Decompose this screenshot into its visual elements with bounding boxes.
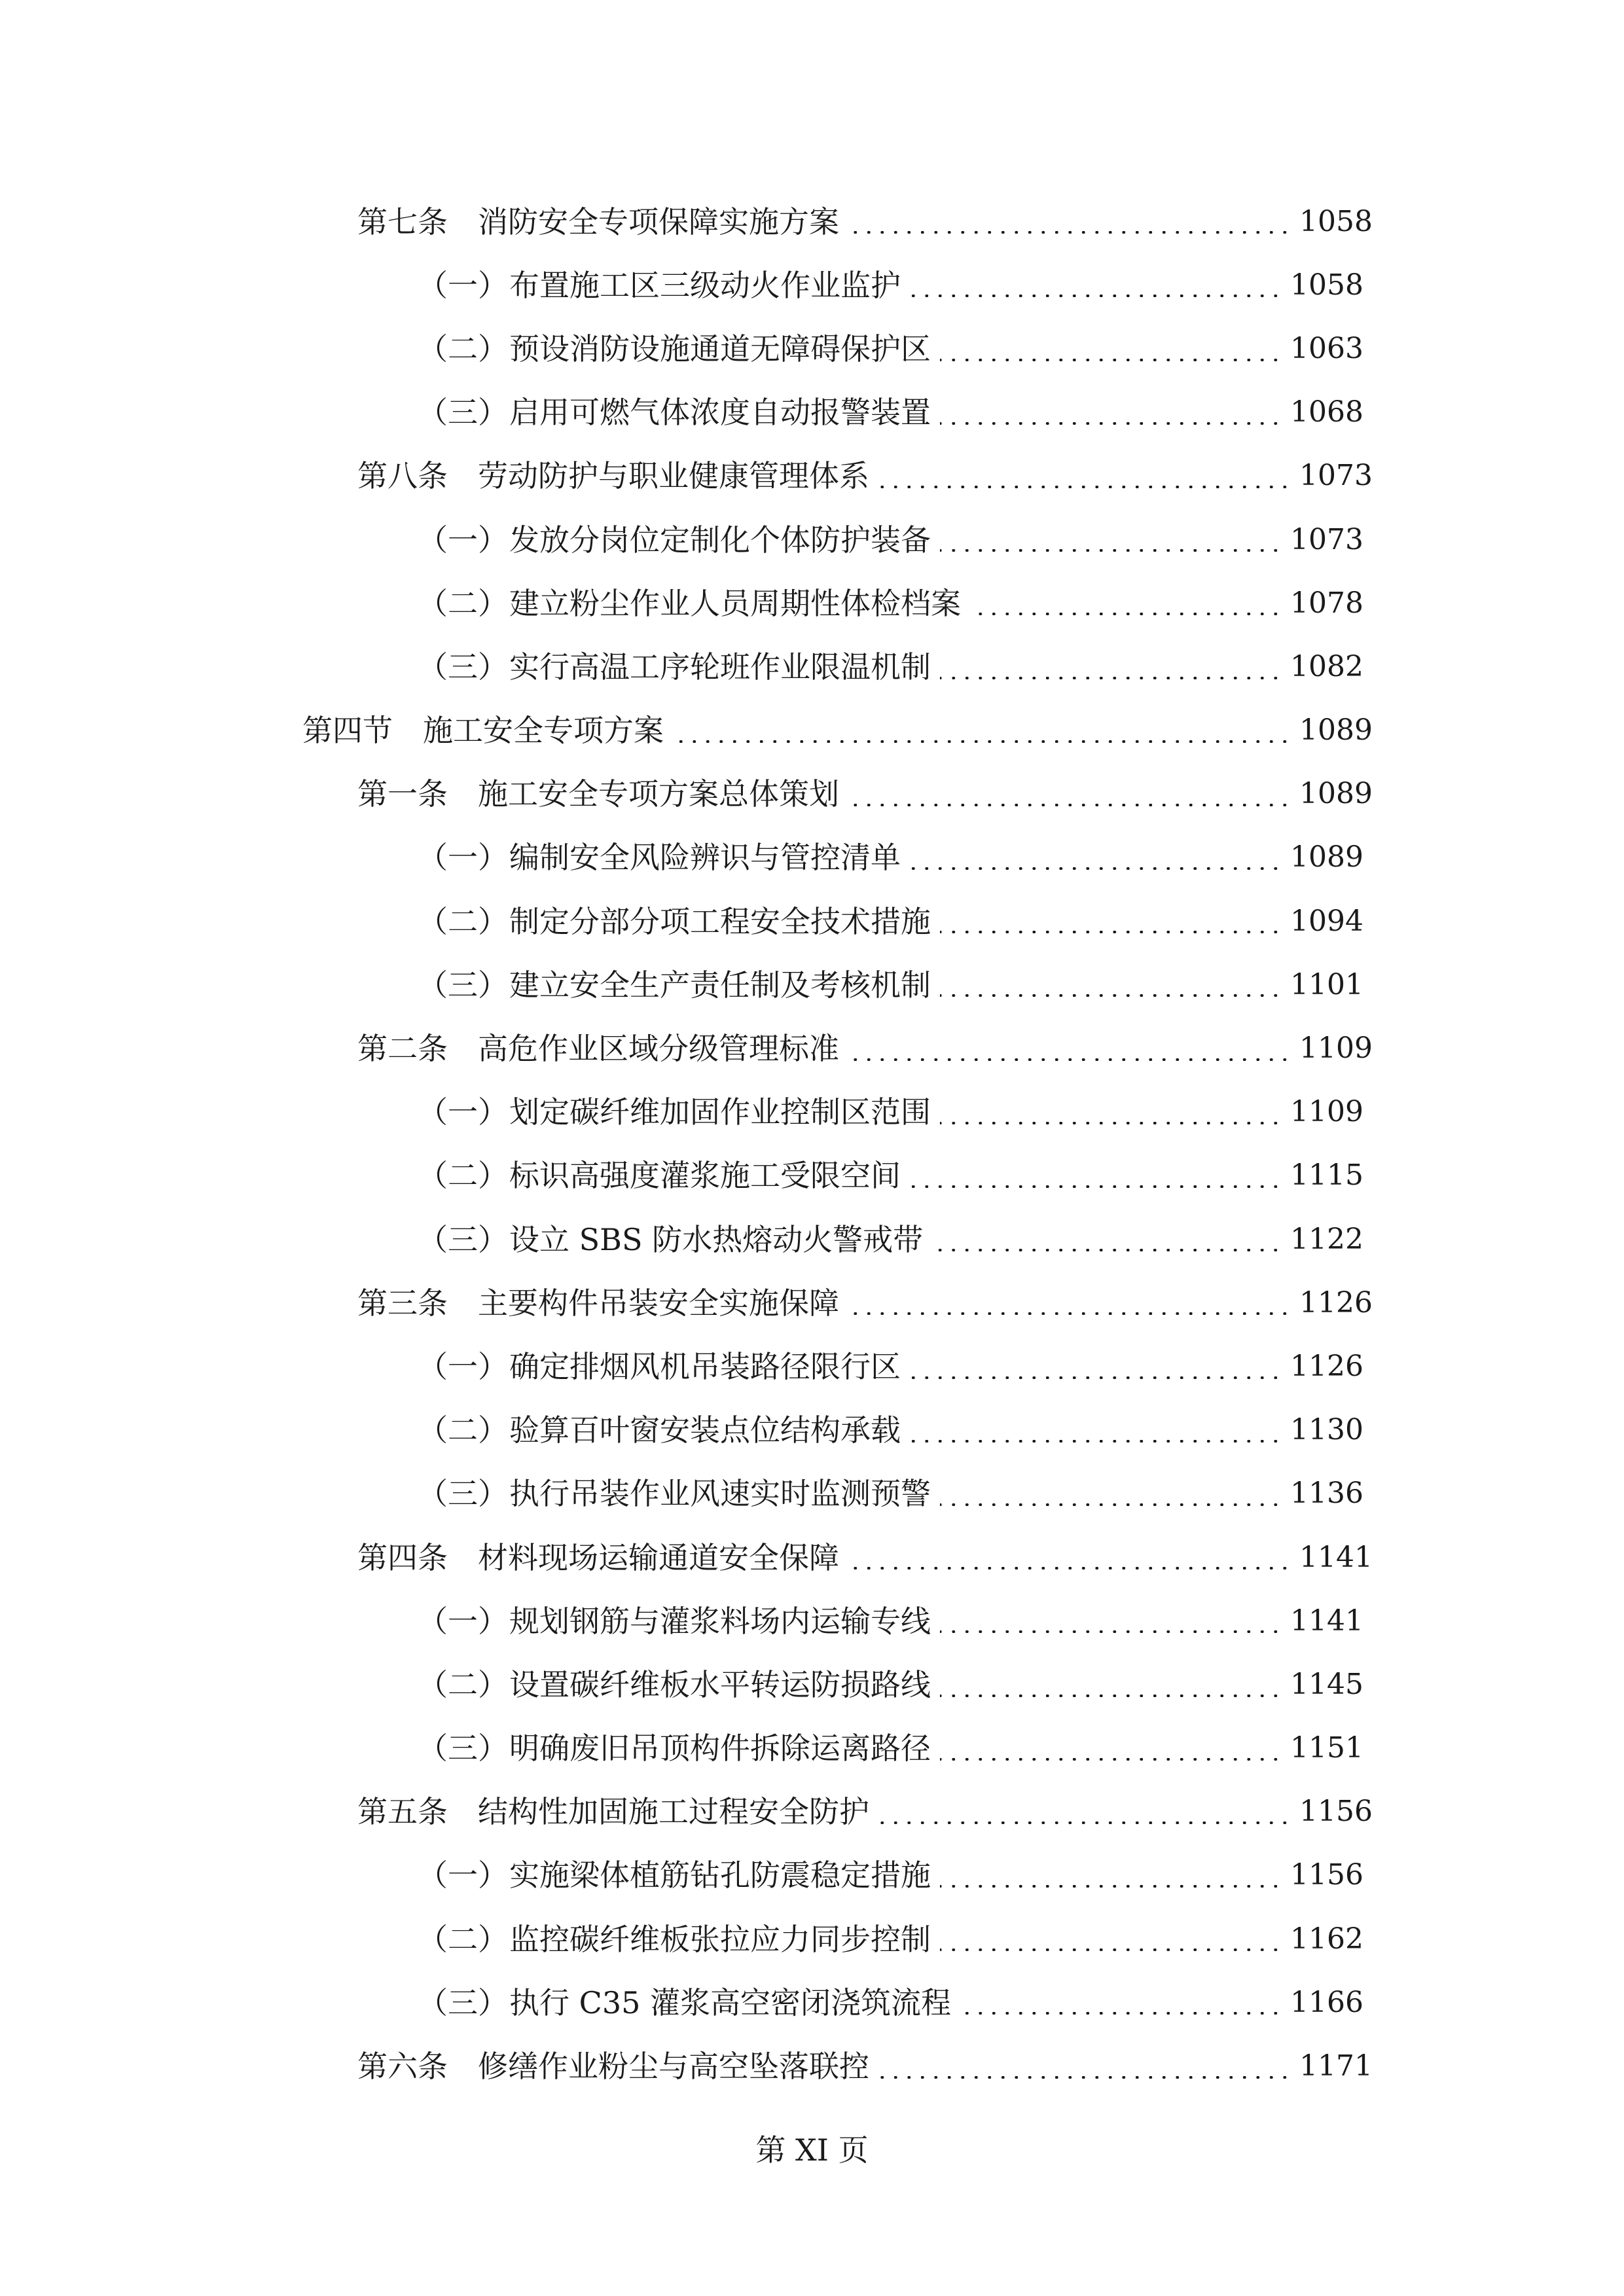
toc-entry-number: （一）: [418, 522, 508, 558]
toc-entry-title: 结构性加固施工过程安全防护: [478, 1794, 869, 1830]
dot-leader: [940, 1630, 1282, 1633]
toc-entry-label: [418, 840, 901, 876]
dot-leader: [940, 1758, 1282, 1761]
dot-leader: [940, 931, 1282, 933]
page-footer: [0, 2132, 1624, 2168]
toc-entry-label: [357, 1285, 839, 1321]
toc-entry-title: 确定排烟风机吊装路径限行区: [509, 1348, 901, 1384]
toc-entry-number: 第三条: [357, 1285, 448, 1321]
toc-entry-page-number: 1115: [1290, 1158, 1363, 1193]
toc-entry-number: 第四节: [302, 713, 393, 749]
toc-entry-label: [418, 395, 931, 431]
dot-leader: [940, 549, 1282, 552]
toc-entry[interactable]: [0, 1526, 1624, 1589]
toc-entry-title: 实施梁体植筋钻孔防震稳定措施: [509, 1857, 931, 1893]
toc-entry-page-number: 1156: [1299, 1795, 1373, 1829]
toc-entry-number: （一）: [418, 1094, 508, 1130]
toc-entry[interactable]: [0, 1081, 1624, 1144]
dot-leader: [940, 1885, 1282, 1888]
toc-entry-page-number: 1089: [1299, 713, 1373, 747]
toc-entry-label: [302, 713, 664, 749]
toc-entry-title: 验算百叶窗安装点位结构承载: [509, 1412, 901, 1448]
dot-leader: [940, 677, 1282, 679]
toc-entry-number: （二）: [418, 1158, 508, 1194]
toc-entry-page-number: 1089: [1290, 840, 1363, 874]
table-of-contents: [0, 190, 1624, 2098]
toc-entry-label: [418, 1603, 931, 1639]
toc-entry[interactable]: [0, 1780, 1624, 1844]
toc-entry[interactable]: [0, 1399, 1624, 1462]
toc-entry[interactable]: [0, 1208, 1624, 1271]
dot-leader: [848, 1058, 1291, 1061]
dot-leader: [940, 1695, 1282, 1697]
toc-entry-number: 第一条: [357, 776, 448, 812]
toc-entry-title: 编制安全风险辨识与管控清单: [509, 840, 901, 876]
dot-leader: [932, 1249, 1282, 1251]
toc-entry-page-number: 1089: [1299, 777, 1373, 811]
toc-entry[interactable]: [0, 381, 1624, 444]
toc-entry-page-number: 1126: [1290, 1349, 1363, 1383]
toc-entry[interactable]: [0, 1653, 1624, 1716]
toc-entry-page-number: 1094: [1290, 904, 1363, 938]
dot-leader: [848, 1567, 1291, 1570]
toc-entry-page-number: 1151: [1290, 1731, 1363, 1765]
toc-entry-label: [418, 522, 931, 558]
toc-entry-title: 规划钢筋与灌浆料场内运输专线: [509, 1603, 931, 1639]
toc-entry-page-number: 1141: [1290, 1604, 1363, 1638]
toc-entry-title: 明确废旧吊顶构件拆除运离路径: [509, 1731, 931, 1767]
dot-leader: [878, 1821, 1291, 1824]
toc-entry-number: （一）: [418, 1857, 508, 1893]
toc-entry-number: （三）: [418, 1731, 508, 1767]
toc-entry-title: 监控碳纤维板张拉应力同步控制: [509, 1921, 931, 1957]
toc-entry-title: 高危作业区域分级管理标准: [478, 1031, 839, 1067]
toc-entry-number: （三）: [418, 1984, 508, 2020]
toc-entry-title: 启用可燃气体浓度自动报警装置: [509, 395, 931, 431]
dot-leader: [910, 867, 1282, 870]
toc-entry-page-number: 1073: [1290, 522, 1363, 556]
toc-entry-label: [418, 1476, 931, 1512]
toc-entry-number: （三）: [418, 1221, 508, 1257]
toc-entry-title: 预设消防设施通道无障碍保护区: [509, 331, 931, 367]
toc-entry[interactable]: [0, 1144, 1624, 1208]
toc-entry-number: 第二条: [357, 1031, 448, 1067]
toc-entry-label: [418, 649, 931, 685]
toc-entry-title: 标识高强度灌浆施工受限空间: [509, 1158, 901, 1194]
dot-leader: [960, 2012, 1282, 2015]
dot-leader: [848, 231, 1291, 234]
toc-entry-page-number: 1166: [1290, 1985, 1363, 2019]
dot-leader: [940, 359, 1282, 361]
dot-leader: [940, 1948, 1282, 1951]
toc-entry-page-number: 1122: [1290, 1222, 1363, 1256]
toc-entry-number: （二）: [418, 903, 508, 939]
toc-entry-number: 第五条: [357, 1794, 448, 1830]
toc-entry-title: 材料现场运输通道安全保障: [478, 1539, 839, 1575]
toc-entry-page-number: 1141: [1299, 1540, 1373, 1574]
toc-entry-page-number: 1063: [1290, 331, 1363, 365]
toc-entry-number: （二）: [418, 331, 508, 367]
toc-entry-label: [418, 967, 931, 1003]
dot-leader: [940, 1122, 1282, 1124]
dot-leader: [940, 1503, 1282, 1506]
toc-entry-number: 第八条: [357, 458, 448, 494]
toc-entry-label: [418, 1221, 924, 1257]
toc-entry-title: 执行吊装作业风速实时监测预警: [509, 1476, 931, 1512]
toc-entry-page-number: 1162: [1290, 1922, 1363, 1956]
page-number-label: 第 XI 页: [755, 2132, 869, 2168]
toc-entry-title: 实行高温工序轮班作业限温机制: [509, 649, 931, 685]
toc-entry-number: （三）: [418, 395, 508, 431]
dot-leader: [940, 994, 1282, 997]
toc-entry-page-number: 1082: [1290, 649, 1363, 683]
toc-entry[interactable]: [0, 1589, 1624, 1653]
toc-entry-label: [357, 458, 869, 494]
toc-entry-label: [418, 1984, 951, 2020]
toc-entry-title: 布置施工区三级动火作业监护: [509, 267, 901, 303]
toc-entry-title: 设立 SBS 防水热熔动火警戒带: [509, 1221, 924, 1257]
toc-entry[interactable]: [0, 1844, 1624, 1907]
toc-entry-number: （二）: [418, 585, 508, 621]
toc-entry[interactable]: [0, 317, 1624, 380]
dot-leader: [878, 486, 1291, 488]
toc-entry-page-number: 1058: [1290, 268, 1363, 302]
toc-entry-title: 施工安全专项方案: [423, 713, 664, 749]
dot-leader: [673, 740, 1291, 743]
toc-entry[interactable]: [0, 1271, 1624, 1335]
toc-entry-number: 第六条: [357, 2049, 448, 2085]
toc-entry-page-number: 1068: [1290, 395, 1363, 429]
toc-entry[interactable]: [0, 1016, 1624, 1080]
toc-entry-title: 劳动防护与职业健康管理体系: [478, 458, 869, 494]
toc-entry-page-number: 1126: [1299, 1285, 1373, 1319]
toc-entry-title: 施工安全专项方案总体策划: [478, 776, 839, 812]
toc-entry-label: [418, 1348, 901, 1384]
toc-entry-page-number: 1109: [1299, 1031, 1373, 1066]
toc-entry[interactable]: [0, 635, 1624, 698]
toc-entry-title: 发放分岗位定制化个体防护装备: [509, 522, 931, 558]
toc-entry-label: [418, 331, 931, 367]
toc-entry-title: 设置碳纤维板水平转运防损路线: [509, 1666, 931, 1702]
toc-entry-page-number: 1145: [1290, 1667, 1363, 1701]
toc-entry-page-number: 1101: [1290, 967, 1363, 1001]
toc-entry-page-number: 1130: [1290, 1413, 1363, 1447]
toc-entry-label: [418, 1412, 901, 1448]
toc-entry[interactable]: [0, 2034, 1624, 2098]
toc-entry[interactable]: [0, 826, 1624, 889]
toc-entry-label: [418, 585, 961, 621]
toc-entry[interactable]: [0, 762, 1624, 826]
toc-entry-page-number: 1171: [1299, 2049, 1373, 2083]
dot-leader: [878, 2076, 1291, 2079]
toc-entry-title: 建立粉尘作业人员周期性体检档案: [509, 585, 961, 621]
toc-entry-label: [418, 1857, 931, 1893]
toc-entry[interactable]: [0, 699, 1624, 762]
toc-entry[interactable]: [0, 571, 1624, 635]
toc-entry[interactable]: [0, 253, 1624, 317]
toc-entry-label: [418, 1666, 931, 1702]
toc-entry-number: （一）: [418, 1348, 508, 1384]
toc-entry[interactable]: [0, 444, 1624, 508]
toc-entry[interactable]: [0, 1462, 1624, 1526]
toc-entry-page-number: 1073: [1299, 459, 1373, 493]
toc-entry[interactable]: [0, 1907, 1624, 1971]
toc-entry[interactable]: [0, 953, 1624, 1016]
toc-entry-number: （二）: [418, 1666, 508, 1702]
toc-entry-label: [418, 903, 931, 939]
toc-entry-page-number: 1109: [1290, 1095, 1363, 1129]
toc-entry-title: 制定分部分项工程安全技术措施: [509, 903, 931, 939]
toc-entry-number: （一）: [418, 1603, 508, 1639]
toc-entry-label: [357, 776, 839, 812]
toc-entry-title: 划定碳纤维加固作业控制区范围: [509, 1094, 931, 1130]
toc-entry-number: 第四条: [357, 1539, 448, 1575]
dot-leader: [848, 1312, 1291, 1315]
dot-leader: [970, 613, 1282, 615]
toc-entry-page-number: 1078: [1290, 586, 1363, 620]
dot-leader: [940, 422, 1282, 425]
toc-entry-title: 执行 C35 灌浆高空密闭浇筑流程: [509, 1984, 951, 2020]
toc-entry-title: 建立安全生产责任制及考核机制: [509, 967, 931, 1003]
toc-entry-label: [357, 2049, 869, 2085]
toc-entry[interactable]: [0, 889, 1624, 953]
toc-entry-page-number: 1156: [1290, 1858, 1363, 1892]
toc-entry-title: 修缮作业粉尘与高空坠落联控: [478, 2049, 869, 2085]
toc-entry-label: [418, 267, 901, 303]
toc-entry-label: [418, 1094, 931, 1130]
toc-entry-label: [357, 1031, 839, 1067]
toc-entry-number: （一）: [418, 840, 508, 876]
toc-entry-label: [357, 1794, 869, 1830]
dot-leader: [910, 295, 1282, 297]
dot-leader: [910, 1185, 1282, 1188]
toc-entry-page-number: 1058: [1299, 204, 1373, 238]
toc-entry-label: [357, 1539, 839, 1575]
toc-entry-number: （三）: [418, 967, 508, 1003]
toc-entry[interactable]: [0, 508, 1624, 571]
toc-entry-number: （一）: [418, 267, 508, 303]
toc-entry-number: （二）: [418, 1921, 508, 1957]
toc-entry-number: （三）: [418, 1476, 508, 1512]
dot-leader: [848, 804, 1291, 806]
toc-entry-title: 消防安全专项保障实施方案: [478, 204, 839, 240]
dot-leader: [910, 1440, 1282, 1443]
toc-entry-page-number: 1136: [1290, 1477, 1363, 1511]
toc-entry-label: [357, 204, 839, 240]
toc-entry[interactable]: [0, 1717, 1624, 1780]
dot-leader: [910, 1376, 1282, 1379]
toc-entry-number: 第七条: [357, 204, 448, 240]
toc-entry[interactable]: [0, 1971, 1624, 2034]
toc-entry[interactable]: [0, 190, 1624, 253]
toc-entry-number: （三）: [418, 649, 508, 685]
toc-entry-label: [418, 1158, 901, 1194]
toc-entry-label: [418, 1731, 931, 1767]
toc-entry-title: 主要构件吊装安全实施保障: [478, 1285, 839, 1321]
toc-entry[interactable]: [0, 1335, 1624, 1398]
toc-entry-label: [418, 1921, 931, 1957]
toc-entry-number: （二）: [418, 1412, 508, 1448]
